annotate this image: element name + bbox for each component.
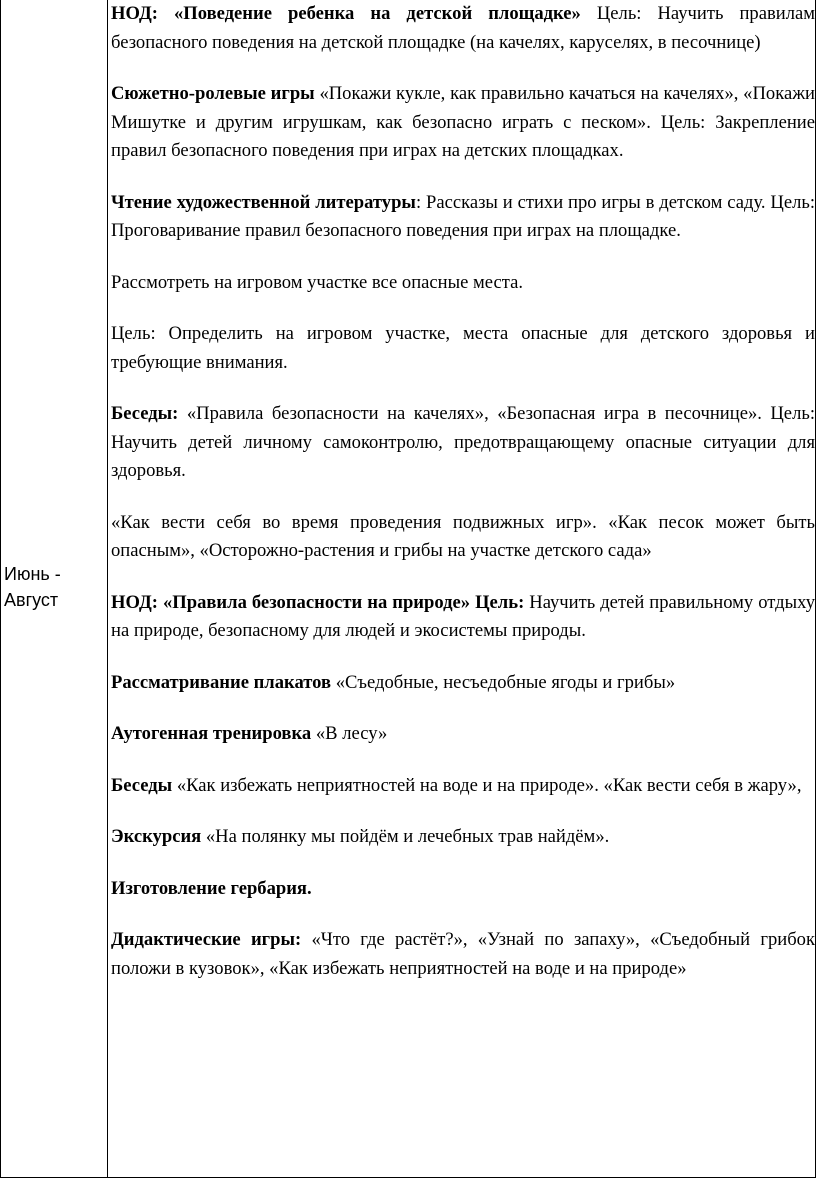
paragraph-reading: [111, 189, 815, 246]
paragraph-heading: Изготовление гербария.: [111, 877, 312, 899]
paragraph-text: «Правила безопасности на качелях», «Безопасная игра в песочнице». Цель: Научить детей личному самоконтролю, предотвращающему опасные ситуации для здоровья.: [111, 403, 815, 481]
paragraph-autogenic: [111, 720, 815, 749]
paragraph-text: «Съедобные, несъедобные ягоды и грибы»: [331, 671, 676, 693]
paragraph-heading: Беседы:: [111, 403, 179, 424]
paragraph-heading: Беседы: [111, 774, 173, 796]
paragraph-heading: Рассматривание плакатов: [111, 671, 332, 693]
paragraph-nod-nature: [111, 589, 815, 646]
paragraph-text: Научить детей правильному отдыху на природе, безопасному для людей и экосистемы природы.: [111, 591, 816, 641]
paragraph-text: Рассмотреть на игровом участке все опасные места.: [111, 271, 523, 293]
paragraph-role-games: [111, 80, 815, 166]
paragraph-posters: [111, 669, 815, 698]
paragraph-didactic-games: [111, 926, 815, 983]
paragraph-text: «На полянку мы пойдём и лечебных трав найдём».: [201, 826, 610, 847]
paragraph-text: «В лесу»: [311, 723, 388, 744]
paragraph-text: «Что где растёт?», «Узнай по запаху», «Съедобный грибок положи в кузовок», «Как избежать неприятностей на воде и на природе»: [111, 929, 815, 979]
paragraph-goal-dangers: [111, 320, 815, 377]
paragraph-text: : Рассказы и стихи про игры в детском саду. Цель: Проговаривание правил безопасного поведения при играх на площадке.: [111, 191, 815, 241]
paragraph-heading: НОД: «Правила безопасности на природе» Цель:: [111, 591, 525, 613]
paragraph-talks-safety: [111, 400, 815, 486]
paragraph-inspect-area: [111, 269, 815, 298]
paragraph-heading: НОД: «Поведение ребенка на детской площадке»: [111, 3, 581, 24]
paragraph-heading: Аутогенная тренировка: [111, 723, 312, 744]
paragraph-nod-playground: [111, 0, 815, 57]
paragraph-text: «Покажи кукле, как правильно качаться на качелях», «Покажи Мишутке и другим игрушкам, как безопасно играть с песком». Цель: Закрепление правил безопасного поведения при играх на детских площадках.: [111, 83, 815, 161]
paragraph-heading: Чтение художественной литературы: [111, 191, 416, 213]
paragraph-heading: Дидактические игры:: [111, 929, 302, 950]
paragraph-active-games: [111, 509, 815, 566]
paragraph-talks-water: [111, 772, 815, 801]
paragraph-text: Цель: Научить правилам безопасного поведения на детской площадке (на качелях, каруселях, в песочнице): [111, 3, 815, 53]
paragraph-herbarium: [111, 875, 815, 904]
paragraph-text: «Как избежать неприятностей на воде и на природе». «Как вести себя в жару»,: [172, 774, 802, 796]
paragraph-text: Цель: Определить на игровом участке, места опасные для детского здоровья и требующие внимания.: [111, 323, 815, 373]
paragraph-heading: Сюжетно-ролевые игры: [111, 83, 315, 104]
paragraph-heading: Экскурсия: [111, 826, 202, 847]
period-cell: Июнь - Август: [4, 564, 61, 610]
activities-cell: [111, 0, 815, 1006]
paragraph-excursion: [111, 823, 815, 852]
column-divider: [107, 0, 108, 1177]
paragraph-text: «Как вести себя во время проведения подвижных игр». «Как песок может быть опасным», «Осторожно-растения и грибы на участке детского сада»: [111, 511, 815, 561]
